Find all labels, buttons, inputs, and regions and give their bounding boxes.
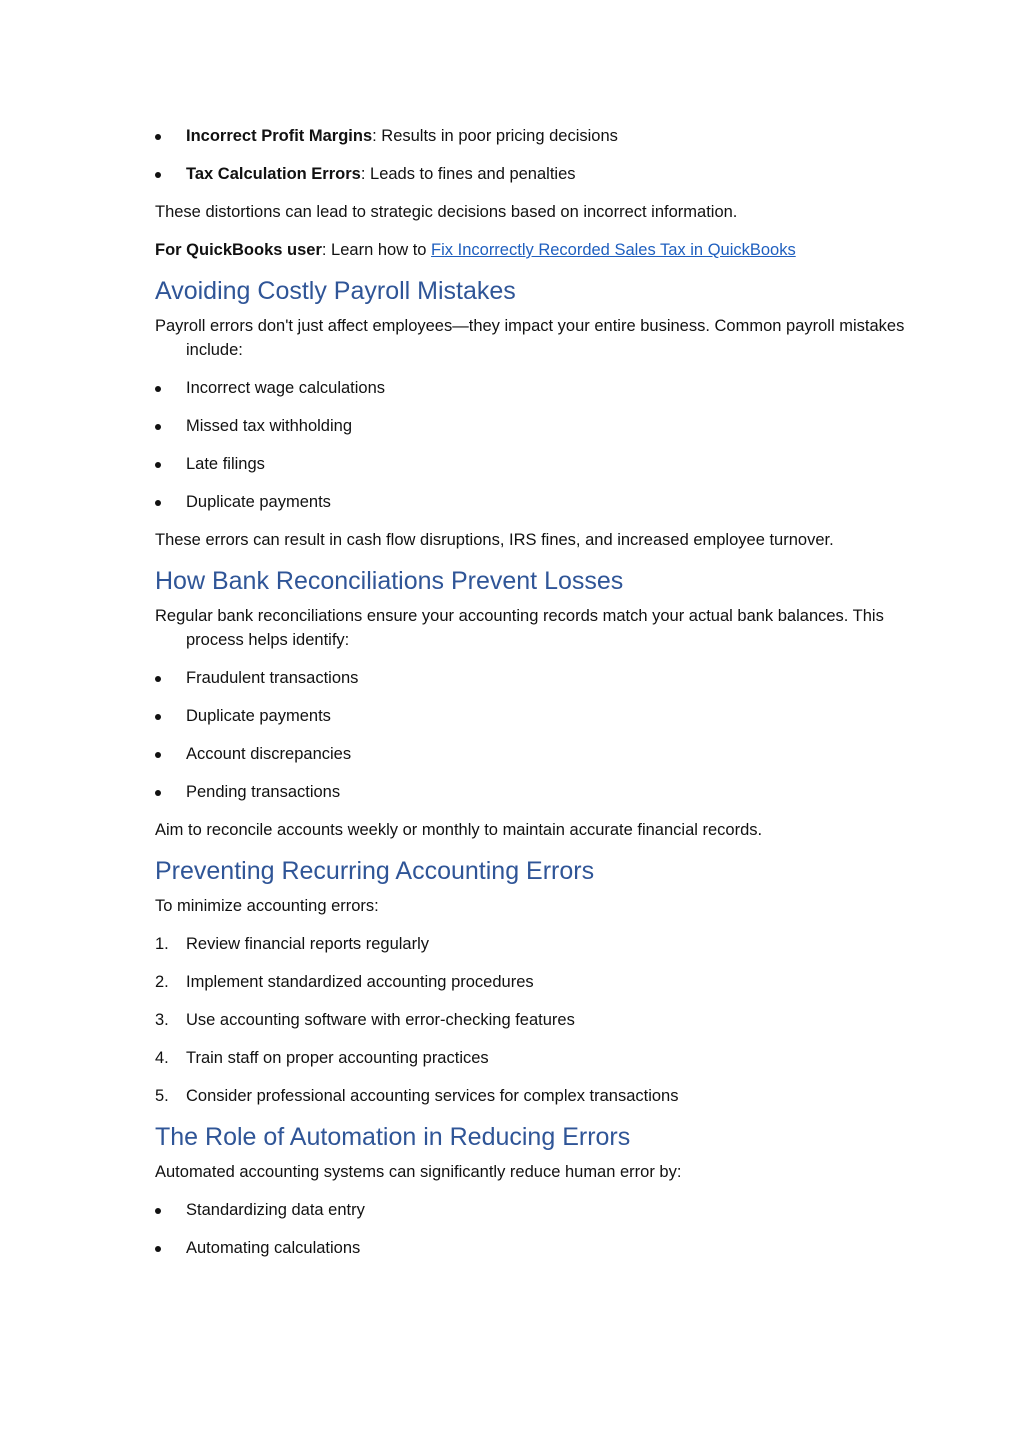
payroll-intro: Payroll errors don't just affect employees—they impact your entire business. Common payroll mistakes include: <box>155 317 905 359</box>
list-item <box>155 490 895 514</box>
list-item-text: Account discrepancies <box>186 745 352 763</box>
list-item <box>155 376 895 400</box>
bank-intro: Regular bank reconciliations ensure your accounting records match your actual bank balances. This process helps identify: <box>155 607 884 649</box>
list-item <box>155 742 895 766</box>
payroll-outro: These errors can result in cash flow disruptions, IRS fines, and increased employee turnover. <box>155 531 834 549</box>
list-item <box>155 162 895 186</box>
numbered-item <box>155 1084 895 1108</box>
recurring-intro: To minimize accounting errors: <box>155 897 379 915</box>
list-item <box>155 414 895 438</box>
numbered-item <box>155 1008 895 1032</box>
list-item-bold: Incorrect Profit Margins <box>186 127 373 145</box>
list-item-text: Incorrect wage calculations <box>186 379 386 397</box>
list-item-text: Duplicate payments <box>186 707 331 725</box>
list-item-text: Fraudulent transactions <box>186 669 359 687</box>
list-item <box>155 452 895 476</box>
numbered-item <box>155 970 895 994</box>
automation-intro: Automated accounting systems can significantly reduce human error by: <box>155 1163 682 1181</box>
list-item <box>155 780 895 804</box>
quickbooks-line <box>155 238 895 262</box>
list-item <box>155 124 895 148</box>
list-item-text: Missed tax withholding <box>186 417 352 435</box>
quickbooks-bold: For QuickBooks user <box>155 241 322 259</box>
list-item-text: Review financial reports regularly <box>186 935 430 953</box>
item-number: 1. <box>155 935 169 953</box>
list-item-text: Standardizing data entry <box>186 1201 365 1219</box>
list-item-text: Automating calculations <box>186 1239 361 1257</box>
automation-heading: The Role of Automation in Reducing Errors <box>155 1123 631 1151</box>
bank-heading: How Bank Reconciliations Prevent Losses <box>155 567 624 595</box>
distortions-paragraph: These distortions can lead to strategic decisions based on incorrect information. <box>155 203 738 221</box>
list-item-text: Duplicate payments <box>186 493 331 511</box>
document-page <box>155 124 905 1274</box>
list-item-text: : Results in poor pricing decisions <box>372 127 618 145</box>
payroll-heading: Avoiding Costly Payroll Mistakes <box>155 277 516 305</box>
list-item <box>155 704 895 728</box>
item-number: 3. <box>155 1011 169 1029</box>
bank-outro: Aim to reconcile accounts weekly or monthly to maintain accurate financial records. <box>155 821 763 839</box>
numbered-item <box>155 932 895 956</box>
quickbooks-sales-tax-link[interactable]: Fix Incorrectly Recorded Sales Tax in QuickBooks <box>431 241 796 259</box>
item-number: 4. <box>155 1049 169 1067</box>
list-item-text: Consider professional accounting services for complex transactions <box>186 1087 679 1105</box>
list-item-bold: Tax Calculation Errors <box>186 165 361 183</box>
list-item-text: Late filings <box>186 455 265 473</box>
item-number: 5. <box>155 1087 169 1105</box>
list-item <box>155 1236 895 1260</box>
list-item-text: : Leads to fines and penalties <box>360 165 576 183</box>
list-item <box>155 1198 895 1222</box>
list-item <box>155 666 895 690</box>
numbered-item <box>155 1046 895 1070</box>
list-item-text: Implement standardized accounting procedures <box>186 973 534 991</box>
list-item-text: Train staff on proper accounting practices <box>186 1049 489 1067</box>
list-item-text: Pending transactions <box>186 783 341 801</box>
list-item-text: Use accounting software with error-checking features <box>186 1011 575 1029</box>
recurring-heading: Preventing Recurring Accounting Errors <box>155 857 595 885</box>
item-number: 2. <box>155 973 169 991</box>
quickbooks-text: : Learn how to <box>321 241 432 259</box>
